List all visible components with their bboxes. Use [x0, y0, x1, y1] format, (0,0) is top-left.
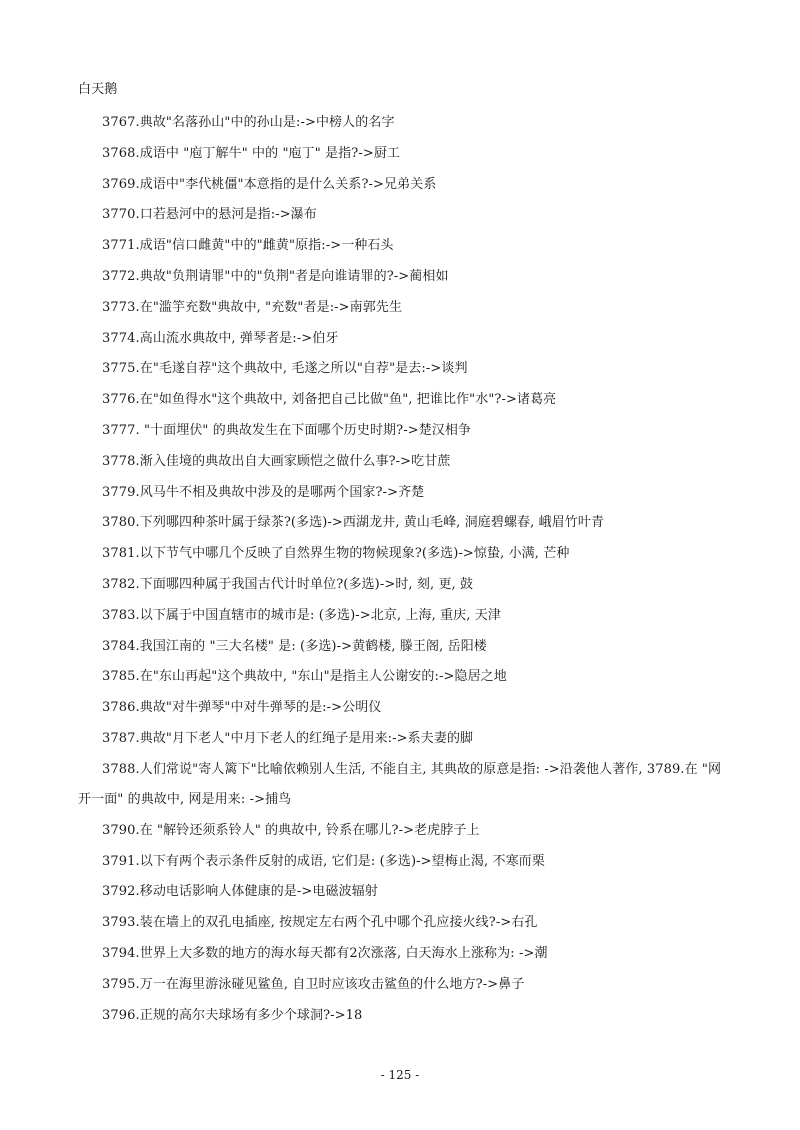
list-item: 3781.以下节气中哪几个反映了自然界生物的物候现象?(多选)->惊蛰, 小满, 芒种 [102, 546, 570, 562]
question-list [78, 113, 728, 1036]
list-item: 3788.人们常说"寄人篱下"比喻依赖别人生活, 不能自主, 其典故的原意是指: ->沿袭他人著作, 3789.在 "网开一面" 的典故中, 网是用来: ->捕鸟 [78, 761, 722, 807]
list-item: 3767.典故"名落孙山"中的孙山是:->中榜人的名字 [102, 115, 395, 130]
list-item: 3773.在"滥竽充数"典故中, "充数"者是:->南郭先生 [102, 299, 403, 315]
list-item: 3771.成语"信口雌黄"中的"雌黄"原指:->一种石头 [102, 238, 394, 254]
list-item: 3772.典故"负荆请罪"中的"负荆"者是向谁请罪的?->蔺相如 [102, 268, 449, 284]
list-item: 3777. "十面埋伏" 的典故发生在下面哪个历史时期?->楚汉相争 [102, 422, 472, 438]
list-item: 3775.在"毛遂自荐"这个典故中, 毛遂之所以"自荐"是去:->谈判 [102, 361, 468, 377]
list-item: 3785.在"东山再起"这个典故中, "东山"是指主人公谢安的:->隐居之地 [102, 669, 507, 685]
list-item: 3792.移动电话影响人体健康的是->电磁波辐射 [102, 884, 378, 900]
list-item: 3786.典故"对牛弹琴"中对牛弹琴的是:->公明仪 [102, 700, 382, 716]
list-item: 3770.口若悬河中的悬河是指:->瀑布 [102, 207, 317, 223]
list-item: 3768.成语中 "庖丁解牛" 中的 "庖丁" 是指?->厨工 [102, 145, 401, 161]
list-item: 3769.成语中"李代桃僵"本意指的是什么关系?->兄弟关系 [102, 176, 437, 192]
section-heading: 白天鹅 [78, 82, 118, 97]
list-item: 3776.在"如鱼得水"这个典故中, 刘备把自己比做"鱼", 把谁比作"水"?->诸葛亮 [102, 392, 557, 408]
list-item: 3783.以下属于中国直辖市的城市是: (多选)->北京, 上海, 重庆, 天津 [102, 607, 501, 623]
list-item: 3794.世界上大多数的地方的海水每天都有2次涨落, 白天海水上涨称为: ->潮 [102, 945, 548, 961]
list-item: 3780.下列哪四种茶叶属于绿茶?(多选)->西湖龙井, 黄山毛峰, 洞庭碧螺春, 峨眉竹叶青 [102, 515, 605, 531]
list-item: 3791.以下有两个表示条件反射的成语, 它们是: (多选)->望梅止渴, 不寒而栗 [102, 853, 545, 869]
list-item: 3796.正规的高尔夫球场有多少个球洞?->18 [102, 1007, 363, 1023]
list-item: 3784.我国江南的 "三大名楼" 是: (多选)->黄鹤楼, 滕王阁, 岳阳楼 [102, 638, 487, 654]
list-item: 3774.高山流水典故中, 弹琴者是:->伯牙 [102, 330, 339, 346]
list-item: 3795.万一在海里游泳碰见鲨鱼, 自卫时应该攻击鲨鱼的什么地方?->鼻子 [102, 976, 525, 992]
list-item: 3793.装在墙上的双孔电插座, 按规定左右两个孔中哪个孔应接火线?->右孔 [102, 915, 538, 931]
list-item: 3779.风马牛不相及典故中涉及的是哪两个国家?->齐楚 [102, 484, 425, 500]
page-number: - 125 - [380, 1068, 420, 1082]
list-item: 3782.下面哪四种属于我国古代计时单位?(多选)->时, 刻, 更, 鼓 [102, 576, 474, 592]
list-item: 3778.渐入佳境的典故出自大画家顾恺之做什么事?->吃甘蔗 [102, 453, 451, 469]
list-item: 3790.在 "解铃还须系铃人" 的典故中, 铃系在哪儿?->老虎脖子上 [102, 822, 480, 838]
list-item: 3787.典故"月下老人"中月下老人的红绳子是用来:->系夫妻的脚 [102, 730, 474, 746]
